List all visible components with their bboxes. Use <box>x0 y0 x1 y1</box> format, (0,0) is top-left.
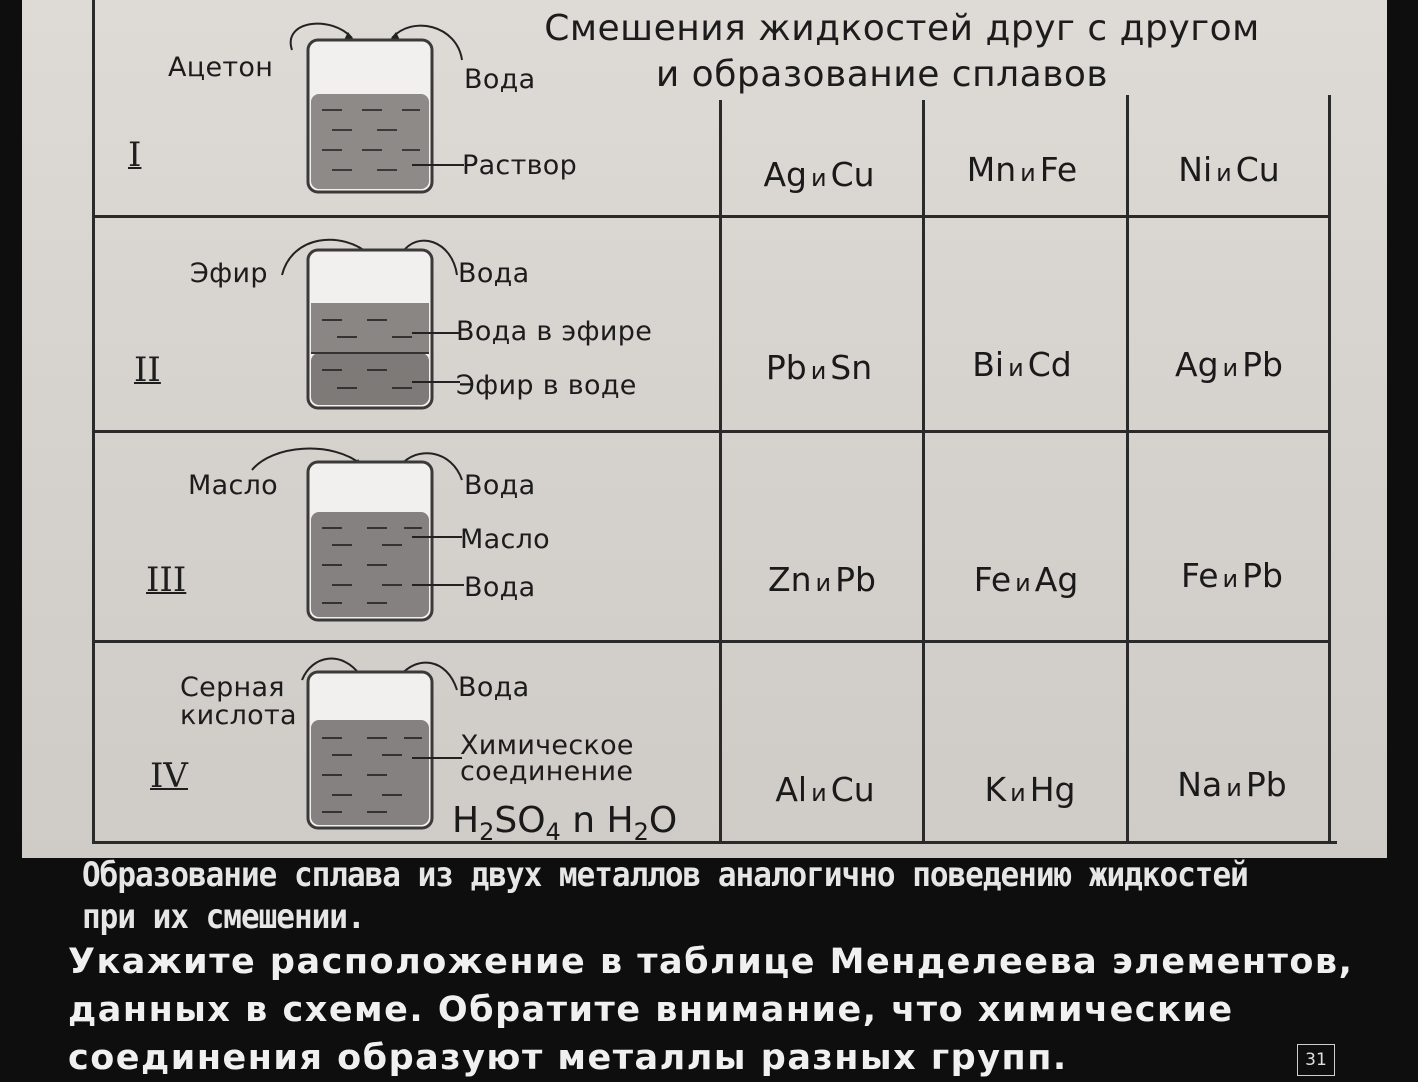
alloy-4-2 <box>930 770 1130 809</box>
left-label-acetone: Ацетон <box>168 52 274 83</box>
alloy-3-2-b: Ag <box>1034 560 1079 599</box>
row-divider-2 <box>92 430 1330 433</box>
right-label-water-4: Вода <box>458 672 530 703</box>
layer-label-water-in-ether: Вода в эфире <box>456 316 653 347</box>
alloy-1-2-a: Mn <box>966 150 1017 189</box>
beaker-icon-3 <box>232 440 482 630</box>
alloy-3-1-a: Zn <box>768 560 812 599</box>
left-label-sulfuric-1: Серная <box>180 672 285 703</box>
column-divider-1 <box>719 100 722 843</box>
caption-line-1: Образование сплава из двух металлов аналогично поведению жидкостей <box>82 855 1248 895</box>
row-numeral-4: IV <box>150 756 188 796</box>
alloy-1-2 <box>922 150 1122 189</box>
formula-part-4: O <box>648 800 678 841</box>
question-line-3: соединения образуют металлы разных групп. <box>68 1038 1068 1078</box>
chemical-formula <box>452 800 677 846</box>
caption-line-2: при их смешении. <box>82 897 365 937</box>
layer-label-solution: Раствор <box>462 150 578 181</box>
layer-label-water: Вода <box>464 572 536 603</box>
formula-part-3: n H <box>560 800 634 841</box>
alloy-4-2-conj: и <box>1010 779 1026 807</box>
alloy-2-3-conj: и <box>1222 354 1239 382</box>
right-label-water-2: Вода <box>458 258 530 289</box>
row-divider-1 <box>92 215 1330 218</box>
alloy-2-3-a: Ag <box>1175 345 1219 384</box>
column-divider-2 <box>922 100 925 843</box>
alloy-3-3-b: Pb <box>1242 556 1283 595</box>
page-title <box>482 6 1322 98</box>
row-numeral-3: III <box>146 560 187 600</box>
formula-sub-2: 4 <box>545 818 561 847</box>
question-line-2: данных в схеме. Обратите внимание, что химические <box>68 990 1234 1030</box>
layer-label-compound-2: соединение <box>460 756 634 787</box>
title-line-1: Смешения жидкостей друг с другом <box>544 8 1260 49</box>
beaker-icon-1 <box>242 10 482 200</box>
table-border-right <box>1328 95 1331 843</box>
alloy-1-1-a: Ag <box>763 155 807 194</box>
question-text <box>68 938 1388 1082</box>
formula-sub-3: 2 <box>633 818 649 847</box>
alloy-2-1-b: Sn <box>830 348 873 387</box>
question-line-1: Укажите расположение в таблице Менделеева элементов, <box>68 942 1354 982</box>
table-border-left <box>92 0 95 843</box>
alloy-3-1 <box>722 560 922 599</box>
formula-sub-1: 2 <box>479 818 495 847</box>
alloy-3-3-conj: и <box>1222 565 1239 593</box>
row-numeral-2: II <box>134 350 161 390</box>
left-label-oil: Масло <box>188 470 278 501</box>
alloy-3-2-a: Fe <box>973 560 1012 599</box>
formula-part-2: SO <box>494 800 546 841</box>
alloy-2-2-conj: и <box>1008 354 1024 382</box>
row-divider-3 <box>92 640 1330 643</box>
alloy-1-2-b: Fe <box>1039 150 1078 189</box>
alloy-4-2-a: K <box>984 770 1007 809</box>
alloy-2-3 <box>1129 345 1329 384</box>
alloy-2-1-a: Pb <box>765 348 807 387</box>
alloy-4-3-b: Pb <box>1245 765 1287 804</box>
layer-label-oil: Масло <box>460 524 550 555</box>
alloy-4-3-conj: и <box>1226 774 1242 802</box>
alloy-1-3-conj: и <box>1216 159 1232 187</box>
alloy-4-3 <box>1132 765 1332 804</box>
row-numeral-1: I <box>128 135 142 175</box>
right-label-water-3: Вода <box>464 470 536 501</box>
formula-part-1: H <box>452 800 480 841</box>
alloy-4-3-a: Na <box>1177 765 1223 804</box>
alloy-4-2-b: Hg <box>1029 770 1076 809</box>
caption <box>82 852 1352 940</box>
alloy-3-2-conj: и <box>1015 569 1031 597</box>
alloy-1-1-b: Cu <box>830 155 875 194</box>
alloy-4-1 <box>725 770 925 809</box>
alloy-1-1 <box>719 155 919 194</box>
table-border-bottom <box>92 841 1337 844</box>
right-label-water-1: Вода <box>464 64 536 95</box>
alloy-3-3-a: Fe <box>1181 556 1219 595</box>
alloy-4-1-a: Al <box>775 770 808 809</box>
left-label-ether: Эфир <box>190 258 268 289</box>
alloy-1-2-conj: и <box>1020 159 1036 187</box>
alloy-3-1-conj: и <box>815 569 832 597</box>
alloy-1-1-conj: и <box>810 164 827 192</box>
alloy-2-2-a: Bi <box>972 345 1005 384</box>
page-number: 31 <box>1297 1044 1335 1076</box>
alloy-1-3-b: Cu <box>1235 150 1280 189</box>
alloy-2-3-b: Pb <box>1242 345 1283 384</box>
alloy-2-2 <box>922 345 1122 384</box>
layer-label-compound-1: Химическое <box>460 730 634 761</box>
left-label-sulfuric-2: кислота <box>180 700 297 731</box>
alloy-1-3-a: Ni <box>1178 150 1213 189</box>
alloy-4-1-b: Cu <box>830 770 875 809</box>
column-divider-3 <box>1126 95 1129 843</box>
alloy-1-3 <box>1129 150 1329 189</box>
beaker-icon-2 <box>242 225 482 415</box>
title-line-2: и образование сплавов <box>655 54 1109 95</box>
beaker-icon-4 <box>232 650 482 835</box>
alloy-2-1-conj: и <box>810 357 827 385</box>
alloy-3-1-b: Pb <box>835 560 876 599</box>
alloy-3-2 <box>926 560 1126 599</box>
layer-label-ether-in-water: Эфир в воде <box>456 370 637 401</box>
diagram-card <box>22 0 1387 858</box>
alloy-3-3 <box>1132 556 1332 595</box>
alloy-2-1 <box>719 348 919 387</box>
alloy-4-1-conj: и <box>811 779 827 807</box>
alloy-2-2-b: Cd <box>1027 345 1072 384</box>
